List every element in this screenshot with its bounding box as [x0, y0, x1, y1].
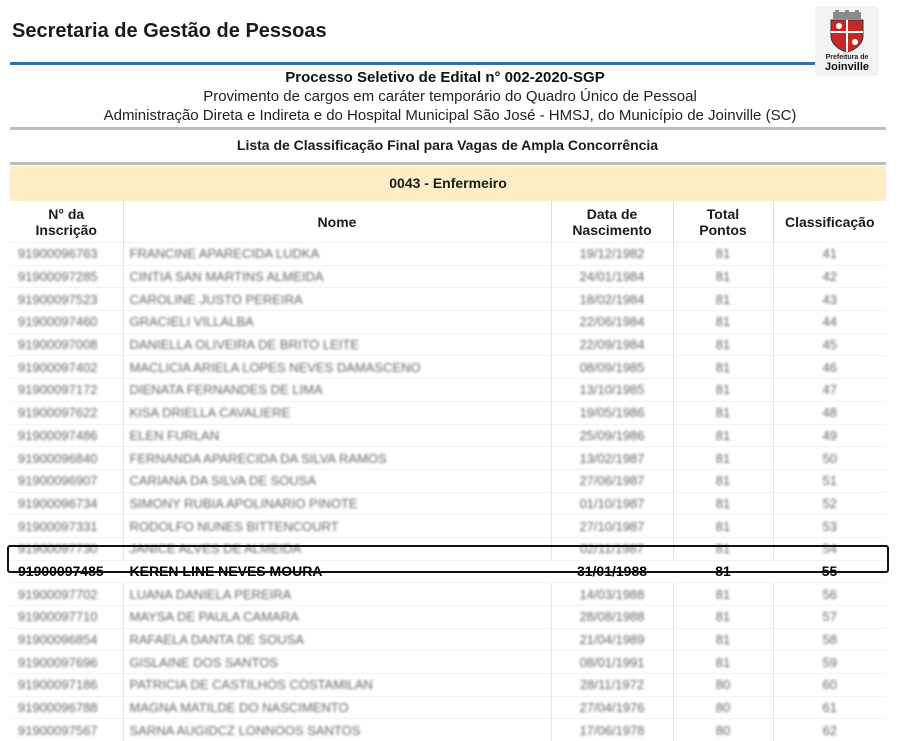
- cell-nome: FRANCINE APARECIDA LUDKA: [123, 243, 551, 266]
- cell-inscricao: 91900097172: [10, 379, 123, 402]
- cell-classificacao: 59: [773, 651, 886, 674]
- cell-classificacao: 55: [773, 560, 886, 583]
- table-row: [10, 628, 886, 651]
- table-row: [10, 537, 886, 560]
- cell-pontos: 81: [673, 537, 773, 560]
- cell-data: 22/09/1984: [551, 333, 673, 356]
- list-title: Lista de Classificação Final para Vagas de Ampla Concorrência: [236, 137, 659, 153]
- cell-classificacao: 42: [773, 265, 886, 288]
- cell-classificacao: 53: [773, 515, 886, 538]
- column-header-nome: Nome: [123, 201, 551, 243]
- cell-classificacao: 41: [773, 243, 886, 266]
- cell-data: 13/10/1985: [551, 379, 673, 402]
- header-text: Nascimento: [572, 221, 652, 238]
- cell-inscricao: 91900097008: [10, 333, 123, 356]
- cell-pontos: 81: [673, 469, 773, 492]
- process-title: Processo Seletivo de Edital n° 002-2020-SGP: [285, 69, 605, 86]
- table-row: [10, 469, 886, 492]
- cell-inscricao: 91900097696: [10, 651, 123, 674]
- cell-nome: GISLAINE DOS SANTOS: [123, 651, 551, 674]
- cell-pontos: 81: [673, 628, 773, 651]
- prefeitura-logo: [815, 6, 879, 76]
- table-row: [10, 674, 886, 697]
- cell-inscricao: 91900097523: [10, 288, 123, 311]
- cell-classificacao: 45: [773, 333, 886, 356]
- table-row-highlighted: [10, 560, 886, 583]
- cell-nome: RODOLFO NUNES BITTENCOURT: [123, 515, 551, 538]
- cell-nome: LUANA DANIELA PEREIRA: [123, 583, 551, 606]
- table-row: [10, 379, 886, 402]
- table-row: [10, 447, 886, 470]
- cell-nome: KEREN LINE NEVES MOURA: [123, 560, 551, 583]
- cell-inscricao: 91900097485: [10, 560, 123, 583]
- cell-nome: MAYSA DE PAULA CAMARA: [123, 606, 551, 629]
- cell-classificacao: 50: [773, 447, 886, 470]
- table-row: [10, 333, 886, 356]
- cell-pontos: 81: [673, 265, 773, 288]
- column-header-classificacao: Classificação: [773, 201, 886, 243]
- cell-pontos: 80: [673, 696, 773, 719]
- cell-nome: DIENATA FERNANDES DE LIMA: [123, 379, 551, 402]
- cell-inscricao: 91900096840: [10, 447, 123, 470]
- page-title: Secretaria de Gestão de Pessoas: [12, 20, 327, 42]
- cell-classificacao: 51: [773, 469, 886, 492]
- table-row: [10, 492, 886, 515]
- table-row: [10, 265, 886, 288]
- cell-data: 14/03/1988: [551, 583, 673, 606]
- classification-table: [10, 201, 887, 741]
- cell-data: 27/04/1976: [551, 696, 673, 719]
- cell-classificacao: 43: [773, 288, 886, 311]
- cell-pontos: 81: [673, 651, 773, 674]
- cell-nome: PATRICIA DE CASTILHOS COSTAMILAN: [123, 674, 551, 697]
- cell-data: 27/10/1987: [551, 515, 673, 538]
- table-row: [10, 606, 886, 629]
- column-header-pontos: [673, 201, 773, 243]
- cell-classificacao: 44: [773, 311, 886, 334]
- cell-pontos: 81: [673, 424, 773, 447]
- cell-nome: DANIELLA OLIVEIRA DE BRITO LEITE: [123, 333, 551, 356]
- section-divider: [10, 162, 886, 165]
- cell-data: 28/08/1988: [551, 606, 673, 629]
- cell-inscricao: 91900096907: [10, 469, 123, 492]
- cell-nome: ELEN FURLAN: [123, 424, 551, 447]
- table-row: [10, 356, 886, 379]
- cell-classificacao: 46: [773, 356, 886, 379]
- section-divider: [10, 127, 886, 130]
- cell-nome: SARNA AUGIDCZ LONNOOS SANTOS: [123, 719, 551, 741]
- table-row: [10, 651, 886, 674]
- logo-big-text: Joinville: [824, 61, 870, 73]
- cell-inscricao: 91900096854: [10, 628, 123, 651]
- cell-inscricao: 91900097730: [10, 537, 123, 560]
- cell-classificacao: 52: [773, 492, 886, 515]
- header-divider: [10, 62, 816, 65]
- cell-nome: CINTIA SAN MARTINS ALMEIDA: [123, 265, 551, 288]
- logo-small-text: Prefeitura de: [825, 54, 869, 61]
- cell-pontos: 81: [673, 243, 773, 266]
- cell-nome: MAGNA MATILDE DO NASCIMENTO: [123, 696, 551, 719]
- cell-data: 01/10/1987: [551, 492, 673, 515]
- cell-inscricao: 91900097460: [10, 311, 123, 334]
- cell-inscricao: 91900097285: [10, 265, 123, 288]
- cell-classificacao: 56: [773, 583, 886, 606]
- header-text: N° da: [48, 205, 85, 222]
- process-subtitle: Provimento de cargos em caráter temporário do Quadro Único de Pessoal: [203, 88, 697, 105]
- cell-inscricao: 91900097702: [10, 583, 123, 606]
- cell-data: 02/11/1987: [551, 537, 673, 560]
- cell-inscricao: 91900097486: [10, 424, 123, 447]
- coat-of-arms-icon: [827, 10, 867, 54]
- table-row: [10, 311, 886, 334]
- table-row: [10, 424, 886, 447]
- cell-inscricao: 91900097402: [10, 356, 123, 379]
- column-header-inscricao: [10, 201, 123, 243]
- cell-data: 24/01/1984: [551, 265, 673, 288]
- cell-classificacao: 47: [773, 379, 886, 402]
- header-text: Data de: [586, 205, 638, 222]
- cell-classificacao: 61: [773, 696, 886, 719]
- cell-pontos: 81: [673, 311, 773, 334]
- table-row: [10, 401, 886, 424]
- cell-data: 21/04/1989: [551, 628, 673, 651]
- cell-classificacao: 57: [773, 606, 886, 629]
- cell-nome: KISA DRIELLA CAVALIERE: [123, 401, 551, 424]
- cell-classificacao: 48: [773, 401, 886, 424]
- cell-data: 17/06/1978: [551, 719, 673, 741]
- table-row: [10, 515, 886, 538]
- cell-pontos: 81: [673, 606, 773, 629]
- cell-data: 19/05/1986: [551, 401, 673, 424]
- cell-classificacao: 54: [773, 537, 886, 560]
- table-row: [10, 696, 886, 719]
- cell-nome: CARIANA DA SILVA DE SOUSA: [123, 469, 551, 492]
- cell-data: 25/09/1986: [551, 424, 673, 447]
- cell-data: 13/02/1987: [551, 447, 673, 470]
- cell-classificacao: 49: [773, 424, 886, 447]
- cell-pontos: 81: [673, 583, 773, 606]
- table-row: [10, 243, 886, 266]
- table-row: [10, 288, 886, 311]
- cell-inscricao: 91900096788: [10, 696, 123, 719]
- cell-classificacao: 58: [773, 628, 886, 651]
- cell-pontos: 81: [673, 356, 773, 379]
- table-row: [10, 719, 886, 741]
- cell-nome: JANICE ALVES DE ALMEIDA: [123, 537, 551, 560]
- cell-inscricao: 91900097186: [10, 674, 123, 697]
- cell-pontos: 81: [673, 401, 773, 424]
- cell-inscricao: 91900097331: [10, 515, 123, 538]
- process-info: [0, 68, 900, 125]
- cell-pontos: 81: [673, 333, 773, 356]
- cell-nome: CAROLINE JUSTO PEREIRA: [123, 288, 551, 311]
- cell-pontos: 81: [673, 379, 773, 402]
- cell-pontos: 81: [673, 515, 773, 538]
- cell-data: 31/01/1988: [551, 560, 673, 583]
- cell-nome: FERNANDA APARECIDA DA SILVA RAMOS: [123, 447, 551, 470]
- table-row: [10, 583, 886, 606]
- cell-data: 08/01/1991: [551, 651, 673, 674]
- cell-inscricao: 91900096763: [10, 243, 123, 266]
- cell-pontos: 80: [673, 719, 773, 741]
- cell-inscricao: 91900096734: [10, 492, 123, 515]
- cell-pontos: 80: [673, 674, 773, 697]
- cell-nome: RAFAELA DANTA DE SOUSA: [123, 628, 551, 651]
- cell-pontos: 81: [673, 560, 773, 583]
- header-text: Pontos: [699, 221, 747, 238]
- cell-data: 18/02/1984: [551, 288, 673, 311]
- cell-inscricao: 91900097567: [10, 719, 123, 741]
- cell-data: 08/09/1985: [551, 356, 673, 379]
- cell-pontos: 81: [673, 288, 773, 311]
- cell-inscricao: 91900097710: [10, 606, 123, 629]
- cell-data: 19/12/1982: [551, 243, 673, 266]
- process-description: Administração Direta e Indireta e do Hospital Municipal São José - HMSJ, do Município de Joinville (SC): [103, 107, 797, 124]
- cell-pontos: 81: [673, 447, 773, 470]
- cell-inscricao: 91900097622: [10, 401, 123, 424]
- header-text: Inscrição: [35, 221, 97, 238]
- cell-data: 28/11/1972: [551, 674, 673, 697]
- cargo-heading: 0043 - Enfermeiro: [10, 166, 886, 201]
- column-header-data: [551, 201, 673, 243]
- cell-nome: GRACIELI VILLALBA: [123, 311, 551, 334]
- header-text: Total: [706, 205, 740, 222]
- cell-nome: SIMONY RUBIA APOLINARIO PINOTE: [123, 492, 551, 515]
- table-header-row: [10, 201, 886, 243]
- cell-nome: MACLICIA ARIELA LOPES NEVES DAMASCENO: [123, 356, 551, 379]
- cell-data: 27/06/1987: [551, 469, 673, 492]
- page-header: [0, 0, 900, 73]
- cell-classificacao: 60: [773, 674, 886, 697]
- cell-data: 22/06/1984: [551, 311, 673, 334]
- cell-classificacao: 62: [773, 719, 886, 741]
- cell-pontos: 81: [673, 492, 773, 515]
